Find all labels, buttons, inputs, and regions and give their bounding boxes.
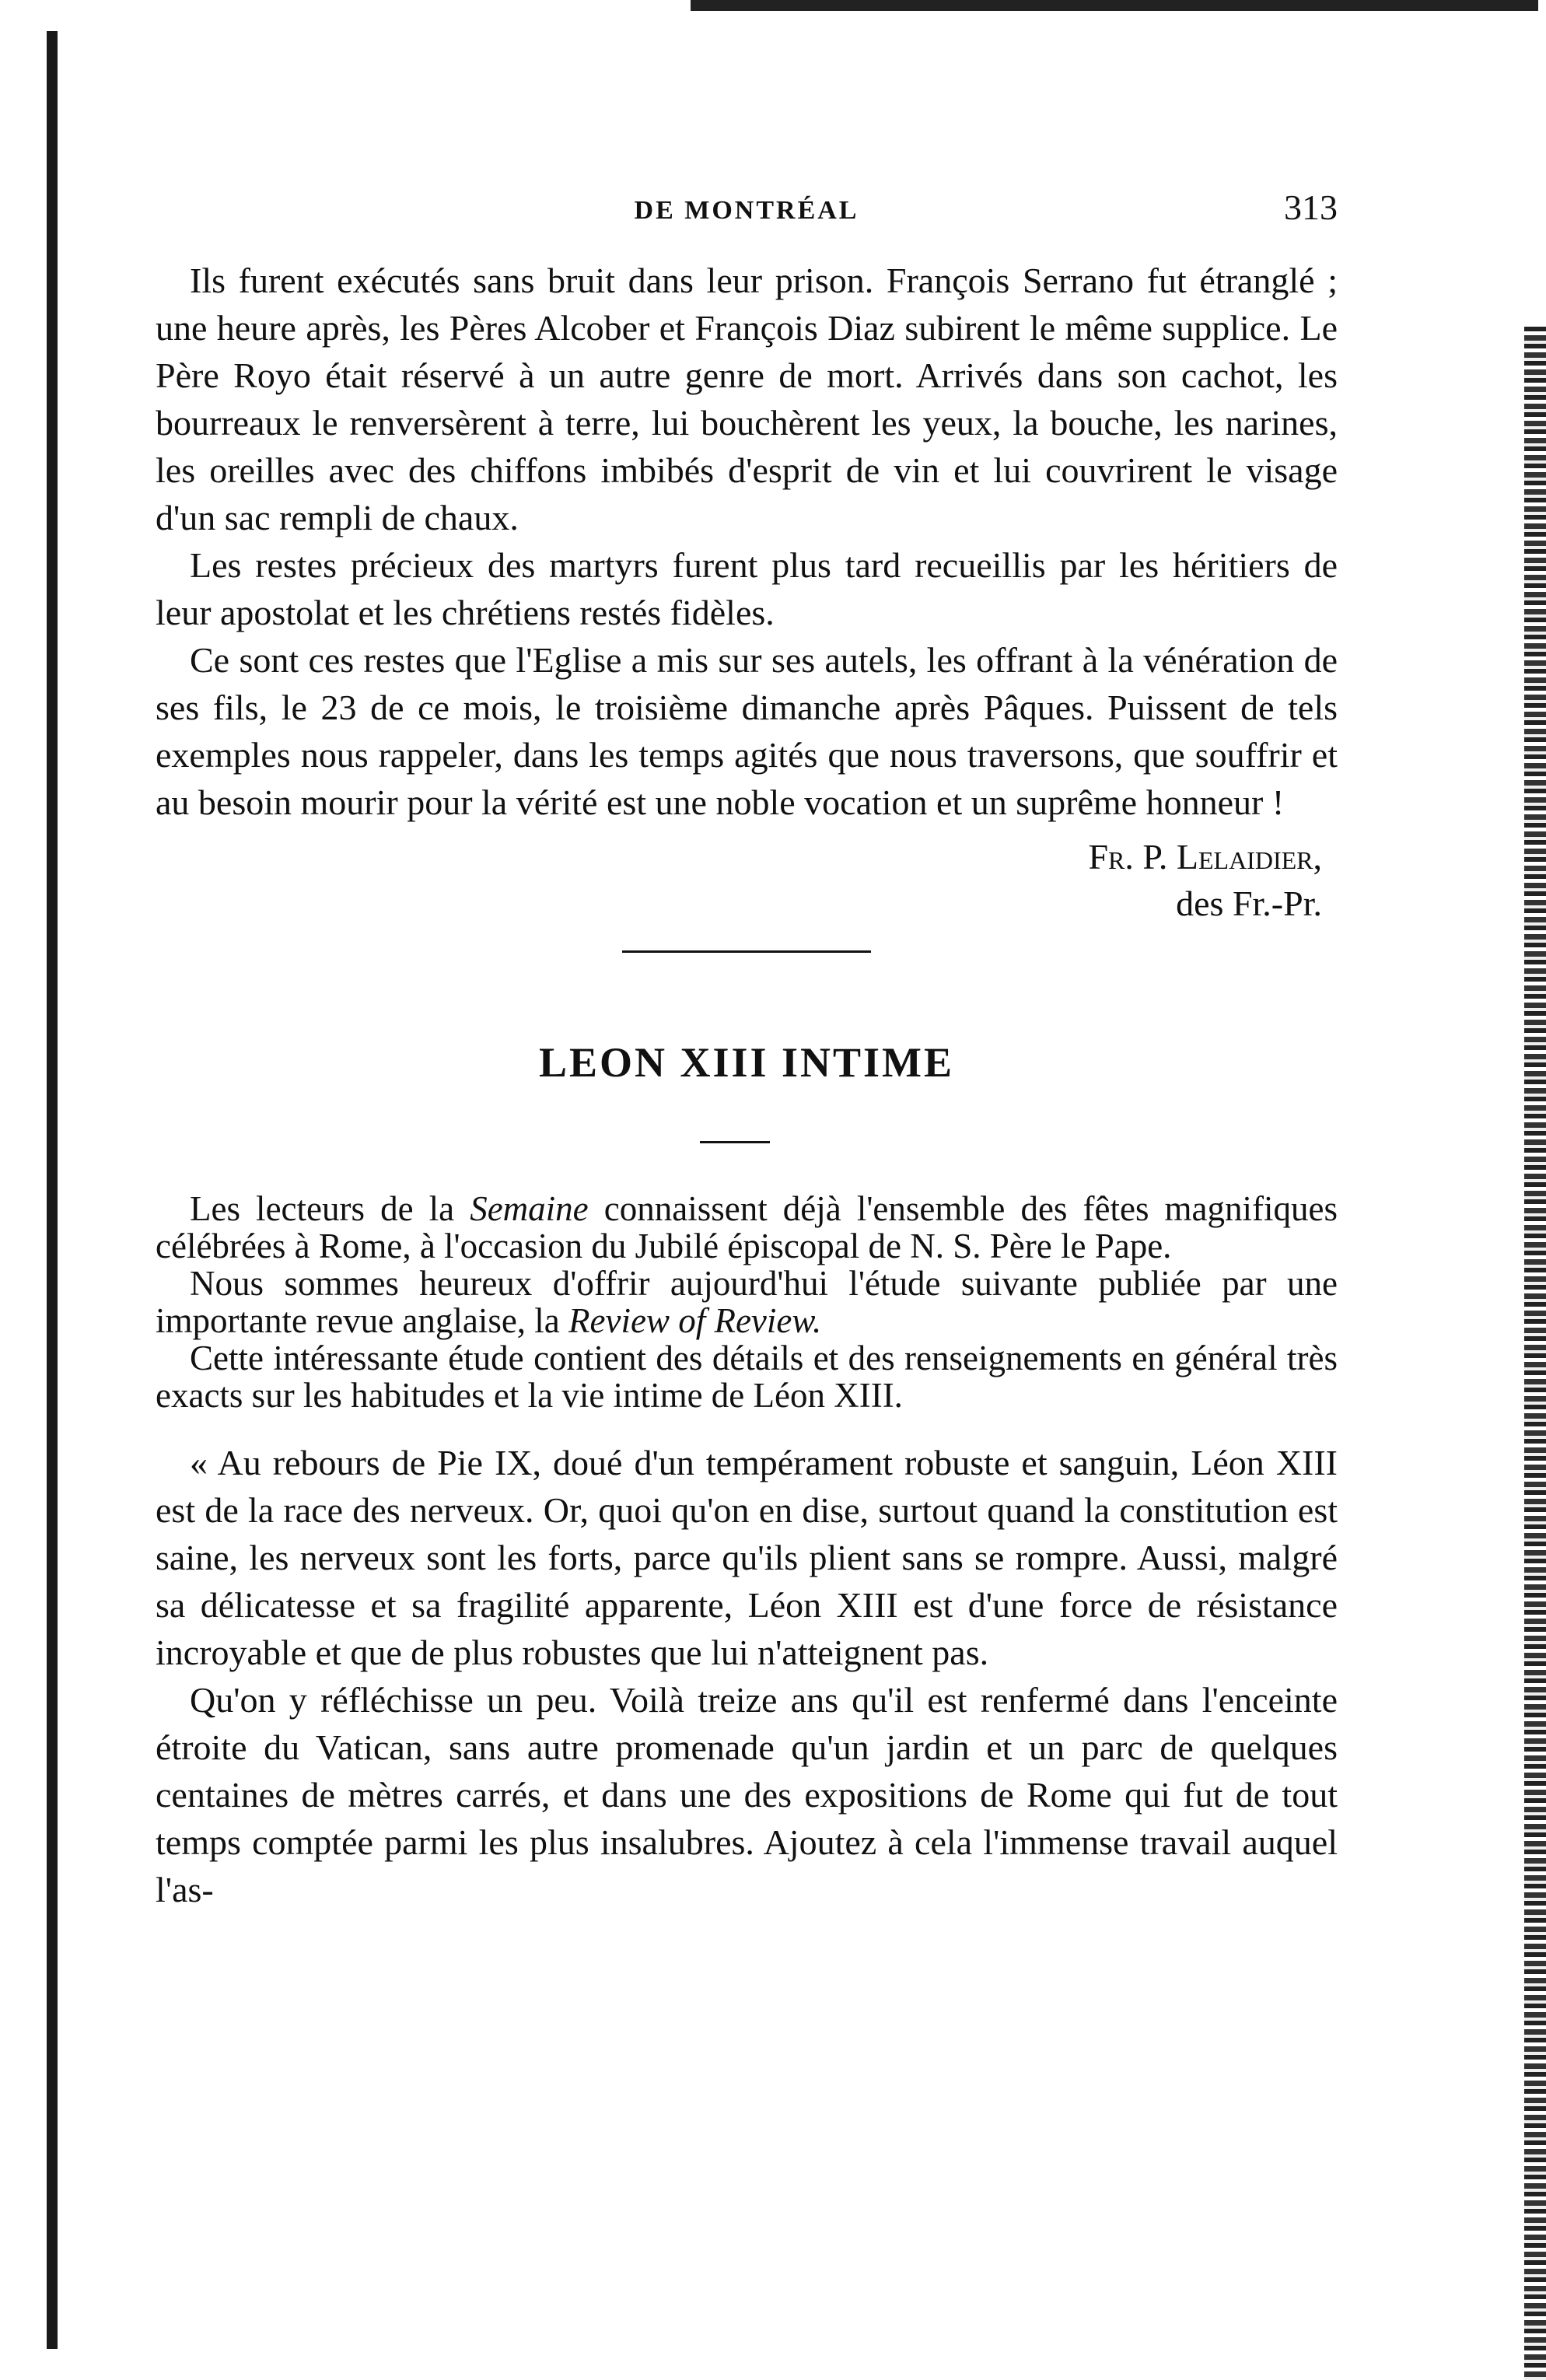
title-rule bbox=[700, 1141, 770, 1143]
review-name: Review of Review. bbox=[568, 1301, 822, 1340]
page-number: 313 bbox=[1284, 187, 1338, 227]
page-content bbox=[156, 187, 1338, 1913]
section-divider bbox=[622, 950, 871, 953]
scan-artifact-left-edge bbox=[47, 31, 58, 2349]
article-leon-xiii bbox=[156, 1038, 1338, 1913]
paragraph: « Au rebours de Pie IX, doué d'un tempérament robuste et sanguin, Léon XIII est de la race des nerveux. Or, quoi qu'on en dise, surtout quand la constitution est saine, les nerveux sont les forts, parce qu'ils plient sans se rompre. Aussi, malgré sa délicatesse et sa fragilité apparente, Léon XIII est d'une force de résistance incroyable et que de plus robustes que lui n'atteignent pas. bbox=[156, 1443, 1338, 1672]
paragraph: Les restes précieux des martyrs furent plus tard recueillis par les héritiers de leur apostolat et les chrétiens restés fidèles. bbox=[156, 545, 1338, 632]
journal-name: Semaine bbox=[470, 1189, 589, 1228]
paragraph: Ce sont ces restes que l'Eglise a mis sur ses autels, les offrant à la vénération de ses fils, le 23 de ce mois, le troisième dimanche après Pâques. Puissent de tels exemples nous rappeler, dans les temps agités que nous traversons, que souffrir et au besoin mourir pour la vérité est une noble vocation et un suprême honneur ! bbox=[156, 640, 1338, 822]
author-signature bbox=[156, 834, 1338, 927]
running-header bbox=[156, 187, 1338, 233]
scan-artifact-top bbox=[691, 0, 1538, 11]
signature-order: des Fr.-Pr. bbox=[1176, 884, 1322, 923]
article-martyrs bbox=[156, 257, 1338, 953]
intro-paragraph: Cette intéressante étude contient des détails et des renseignements en général très exacts sur les habitudes et la vie intime de Léon XIII. bbox=[156, 1339, 1338, 1415]
paragraph: Qu'on y réfléchisse un peu. Voilà treize ans qu'il est renfermé dans l'enceinte étroite du Vatican, sans autre promenade qu'un jardin et un parc de quelques centaines de mètres carrés, et dans une des expositions de Rome qui fut de tout temps comptée parmi les plus insalubres. Ajoutez à cela l'immense travail auquel l'as- bbox=[156, 1680, 1338, 1909]
scan-artifact-right-edge bbox=[1524, 327, 1546, 2380]
intro-paragraph: Les lecteurs de la Semaine connaissent déjà l'ensemble des fêtes magnifiques célébrées à Rome, à l'occasion du Jubilé épiscopal de N. S. Père le Pape. bbox=[156, 1189, 1338, 1265]
signature-name: Fr. P. Lelaidier, bbox=[1088, 837, 1322, 877]
section-title: LEON XIII INTIME bbox=[538, 1039, 955, 1086]
running-title: DE MONTRÉAL bbox=[634, 196, 859, 225]
intro-paragraph: Nous sommes heureux d'offrir aujourd'hui l'étude suivante publiée par une importante revue anglaise, la Review of Review. bbox=[156, 1264, 1338, 1340]
paragraph: Ils furent exécutés sans bruit dans leur prison. François Serrano fut étranglé ; une heure après, les Pères Alcober et François Diaz subirent le même supplice. Le Père Royo était réservé à un autre genre de mort. Arrivés dans son cachot, les bourreaux le renversèrent à terre, lui bouchèrent les yeux, la bouche, les narines, les oreilles avec des chiffons imbibés d'esprit de vin et lui couvrirent le visage d'un sac rempli de chaux. bbox=[156, 261, 1338, 537]
